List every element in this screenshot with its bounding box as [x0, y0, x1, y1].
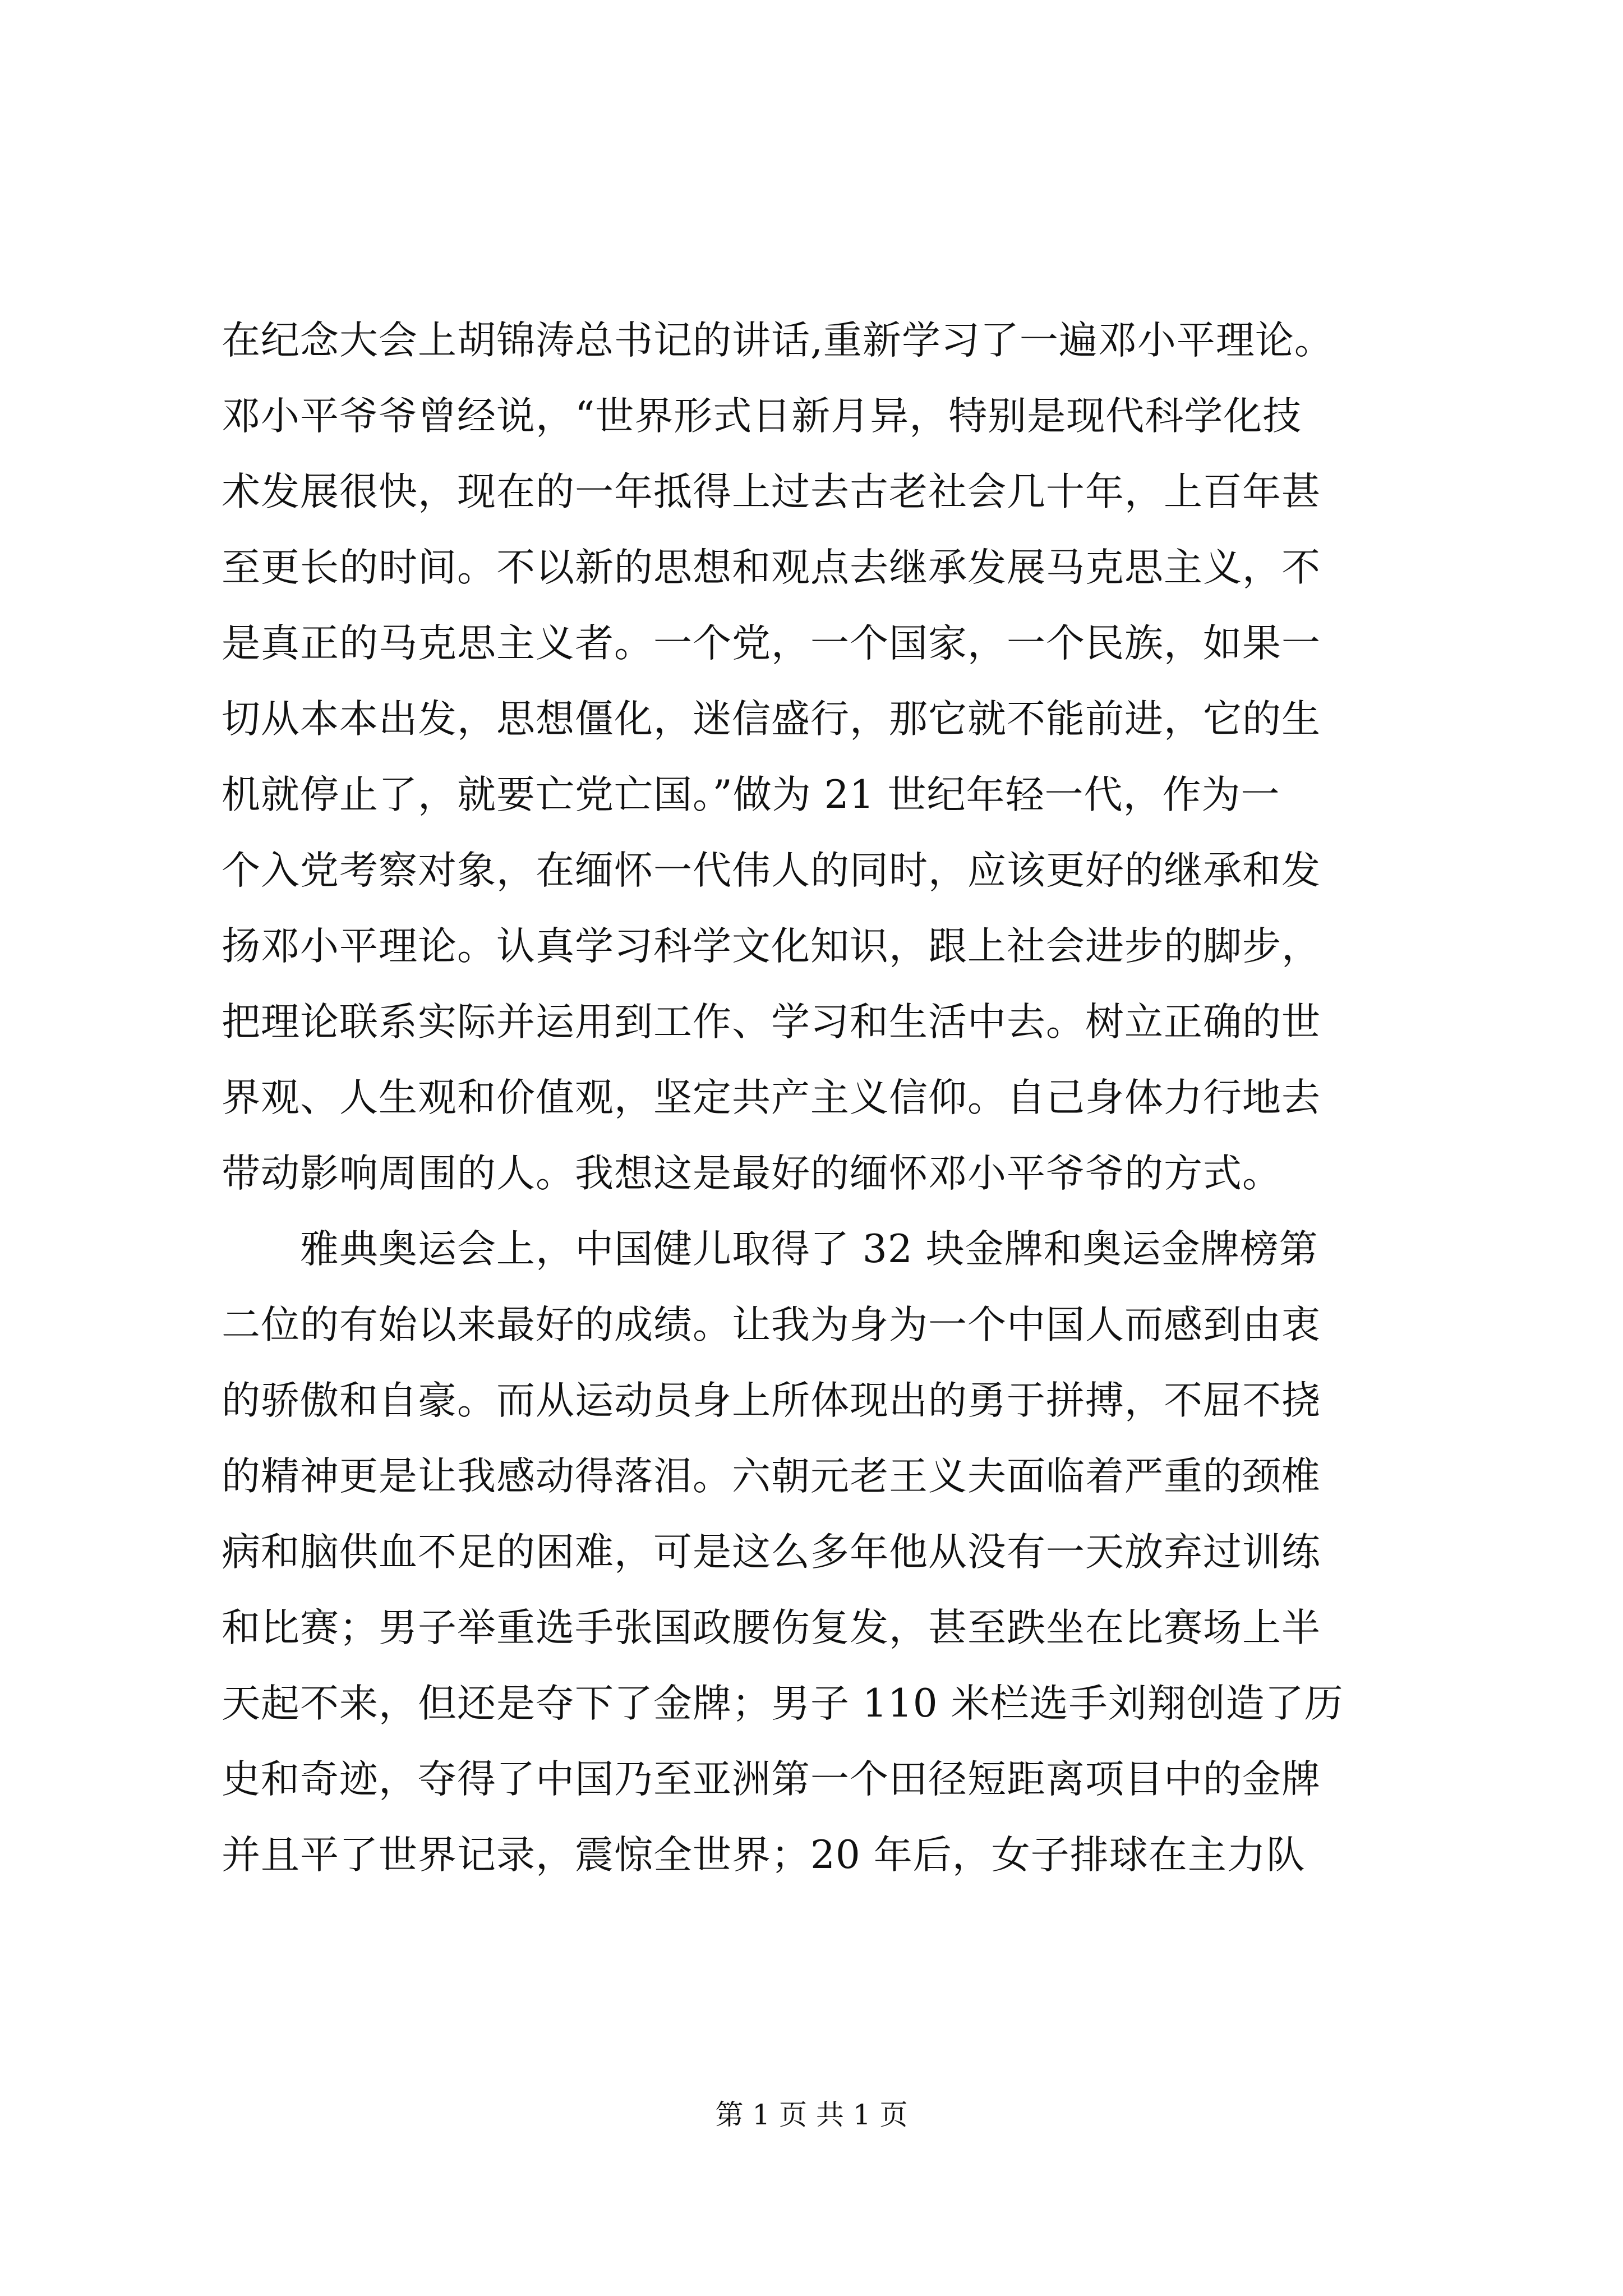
text-line: 史和奇迹，夺得了中国乃至亚洲第一个田径短距离项目中的金牌 [222, 1757, 1321, 1802]
text-line: 病和脑供血不足的困难，可是这么多年他从没有一天放弃过训练 [222, 1530, 1321, 1575]
text-line: 是真正的马克思主义者。一个党，一个国家，一个民族，如果一 [222, 621, 1321, 666]
document-body [222, 303, 1444, 1893]
text-line: 二位的有始以来最好的成绩。让我为身为一个中国人而感到由衷 [222, 1303, 1321, 1347]
text-line: 切从本本出发，思想僵化，迷信盛行，那它就不能前进，它的生 [222, 697, 1321, 742]
text-line: 并且平了世界记录，震惊全世界；20 年后，女子排球在主力队 [222, 1833, 1306, 1878]
text-line: 带动影响周围的人。我想这是最好的缅怀邓小平爷爷的方式。 [222, 1151, 1281, 1196]
text-line: 术发展很快，现在的一年抵得上过去古老社会几十年，上百年甚 [222, 470, 1321, 514]
text-line: 邓小平爷爷曾经说，“世界形式日新月异，特别是现代科学化技 [222, 394, 1302, 439]
text-line: 界观、人生观和价值观，坚定共产主义信仰。自己身体力行地去 [222, 1075, 1321, 1120]
text-line: 个入党考察对象，在缅怀一代伟人的同时，应该更好的继承和发 [222, 848, 1321, 893]
page-footer: 第 1 页 共 1 页 [715, 2099, 908, 2131]
text-line: 天起不来，但还是夺下了金牌；男子 110 米栏选手刘翔创造了历 [222, 1681, 1344, 1726]
text-line: 的骄傲和自豪。而从运动员身上所体现出的勇于拼搏，不屈不挠 [222, 1378, 1321, 1423]
text-line: 机就停止了，就要亡党亡国。”做为 21 世纪年轻一代，作为一 [222, 772, 1280, 817]
text-line: 扬邓小平理论。认真学习科学文化知识，跟上社会进步的脚步， [222, 924, 1321, 969]
paragraph-first-line: 雅典奥运会上，中国健儿取得了 32 块金牌和奥运金牌榜第 [222, 1227, 1318, 1272]
text-line: 的精神更是让我感动得落泪。六朝元老王义夫面临着严重的颈椎 [222, 1454, 1321, 1499]
text-line: 至更长的时间。不以新的思想和观点去继承发展马克思主义，不 [222, 545, 1321, 590]
text-line: 在纪念大会上胡锦涛总书记的讲话,重新学习了一遍邓小平理论。 [222, 318, 1334, 363]
text-line: 和比赛；男子举重选手张国政腰伤复发，甚至跌坐在比赛场上半 [222, 1605, 1321, 1650]
text-line: 把理论联系实际并运用到工作、学习和生活中去。树立正确的世 [222, 1000, 1321, 1045]
